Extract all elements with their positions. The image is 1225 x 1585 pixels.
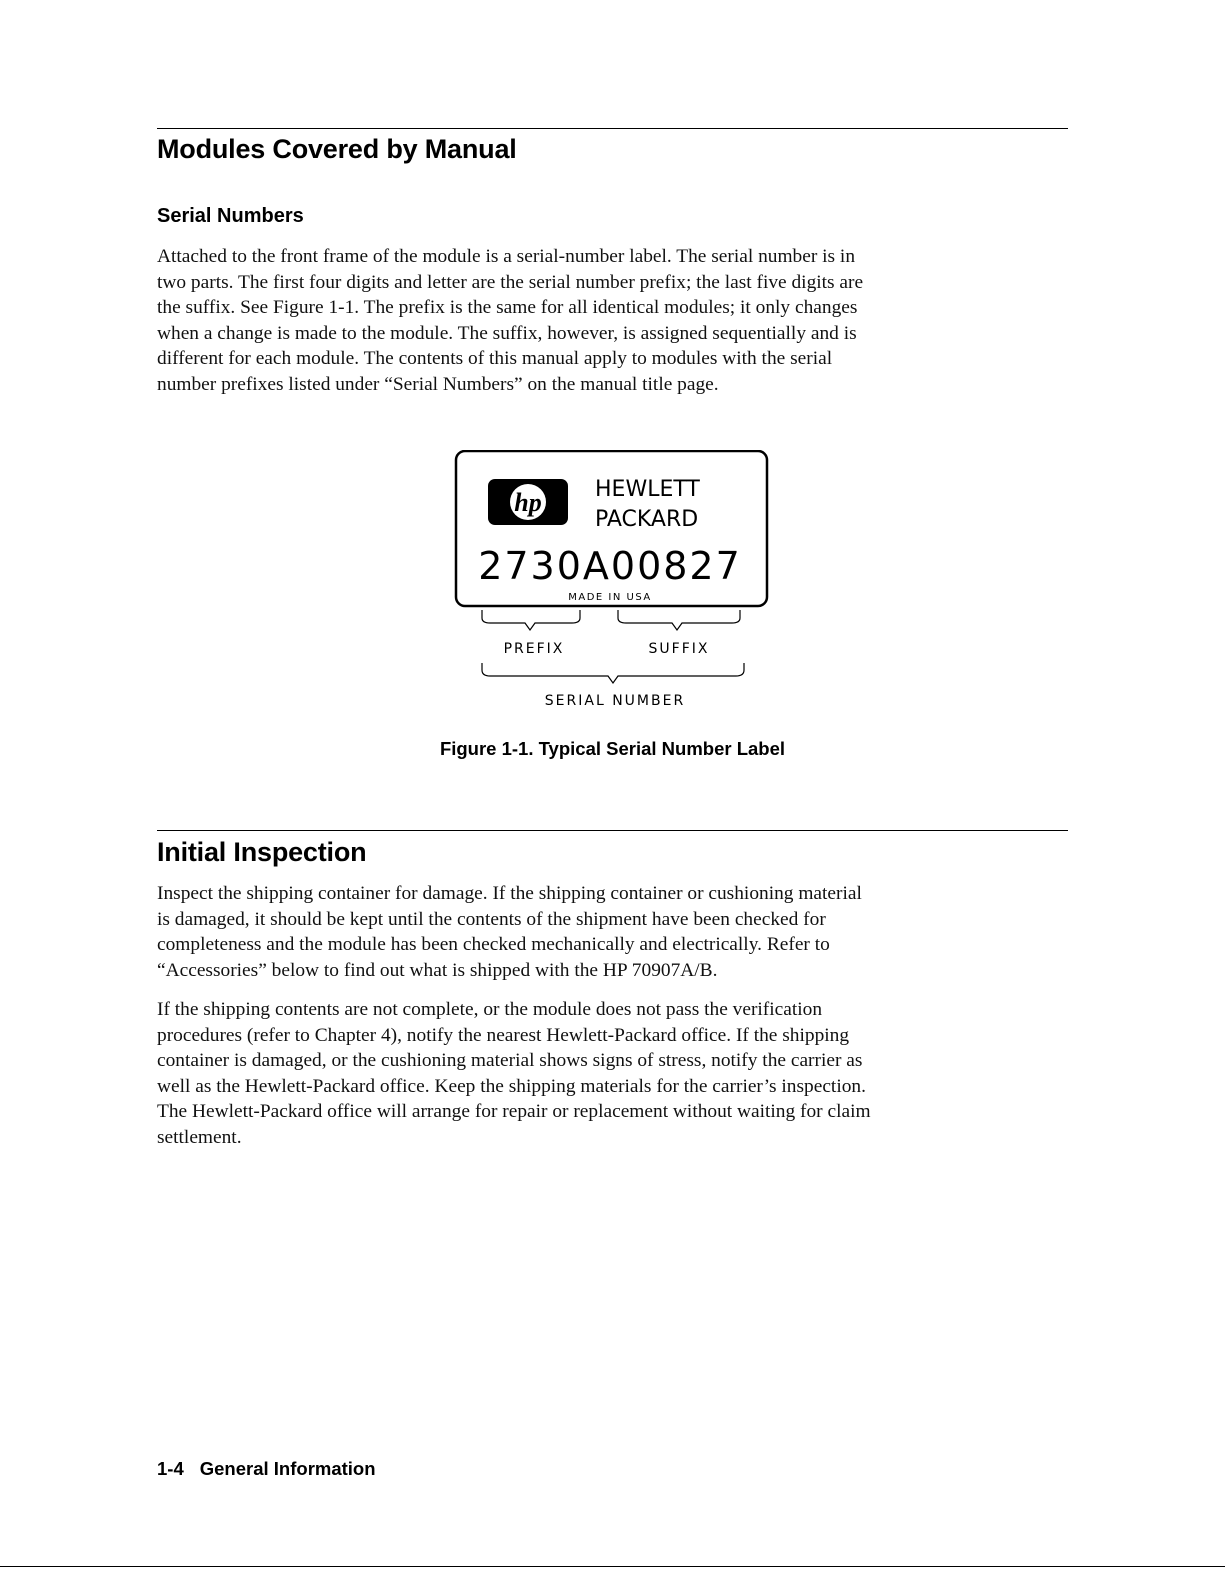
section-rule <box>157 830 1068 831</box>
made-in-text: MADE IN USA <box>568 592 652 603</box>
suffix-label: SUFFIX <box>648 641 710 657</box>
paragraph-line: completeness and the module has been checked mechanically and electrically. Refer to <box>157 934 830 956</box>
paragraph-line: two parts. The first four digits and letter are the serial number prefix; the last five digits are <box>157 271 864 293</box>
suffix-brace <box>618 610 740 630</box>
paragraph-line: If the shipping contents are not complete, or the module does not pass the verification <box>157 999 823 1020</box>
paragraph-line: the suffix. See Figure 1-1. The prefix is the same for all identical modules; it only changes <box>157 297 858 319</box>
paragraph-line: The Hewlett-Packard office will arrange for repair or replacement without waiting for claim <box>157 1101 871 1123</box>
hp-logo-icon <box>488 479 568 525</box>
serial-number-label: SERIAL NUMBER <box>544 693 686 709</box>
paragraph-line: number prefixes listed under “Serial Numbers” on the manual title page. <box>157 373 719 395</box>
paragraph-line: Inspect the shipping container for damage. If the shipping container or cushioning material <box>157 883 862 904</box>
page-number: 1-4 <box>157 1458 184 1479</box>
serial-number-value: 2730A00827 <box>478 544 742 588</box>
prefix-brace <box>482 610 580 630</box>
serial-numbers-paragraph <box>157 244 1069 398</box>
chapter-title: General Information <box>199 1458 376 1479</box>
paragraph-line: well as the Hewlett-Packard office. Keep the shipping materials for the carrier’s inspection. <box>157 1075 866 1097</box>
paragraph-line: Attached to the front frame of the module is a serial-number label. The serial number is in <box>157 246 856 267</box>
subsection-title-serial-numbers: Serial Numbers <box>157 205 304 227</box>
paragraph-line: when a change is made to the module. The suffix, however, is assigned sequentially and is <box>157 322 857 344</box>
serial-number-brace <box>482 663 744 683</box>
page-bottom-edge <box>0 1566 1225 1567</box>
inspection-paragraph-1 <box>157 881 1069 983</box>
section-title-modules-covered: Modules Covered by Manual <box>157 134 517 164</box>
section-rule <box>157 128 1068 129</box>
brand-line-packard: PACKARD <box>595 507 699 532</box>
paragraph-line: procedures (refer to Chapter 4), notify the nearest Hewlett-Packard office. If the shipping <box>157 1024 850 1046</box>
svg-text:hp: hp <box>514 488 542 517</box>
prefix-label: PREFIX <box>503 641 565 657</box>
serial-label-drawing <box>450 450 780 725</box>
paragraph-line: is damaged, it should be kept until the contents of the shipment have been checked for <box>157 908 826 930</box>
brand-line-hewlett: HEWLETT <box>595 477 700 502</box>
inspection-paragraph-2 <box>157 997 1069 1151</box>
paragraph-line: “Accessories” below to find out what is shipped with the HP 70907A/B. <box>157 959 718 981</box>
paragraph-line: container is damaged, or the cushioning material shows signs of stress, notify the carrier as <box>157 1050 863 1072</box>
section-title-initial-inspection: Initial Inspection <box>157 837 367 867</box>
paragraph-line: settlement. <box>157 1126 242 1148</box>
serial-number-label-figure <box>450 450 780 725</box>
paragraph-line: different for each module. The contents of this manual apply to modules with the serial <box>157 348 833 370</box>
page-footer <box>157 1458 376 1480</box>
figure-caption: Figure 1-1. Typical Serial Number Label <box>439 738 786 759</box>
